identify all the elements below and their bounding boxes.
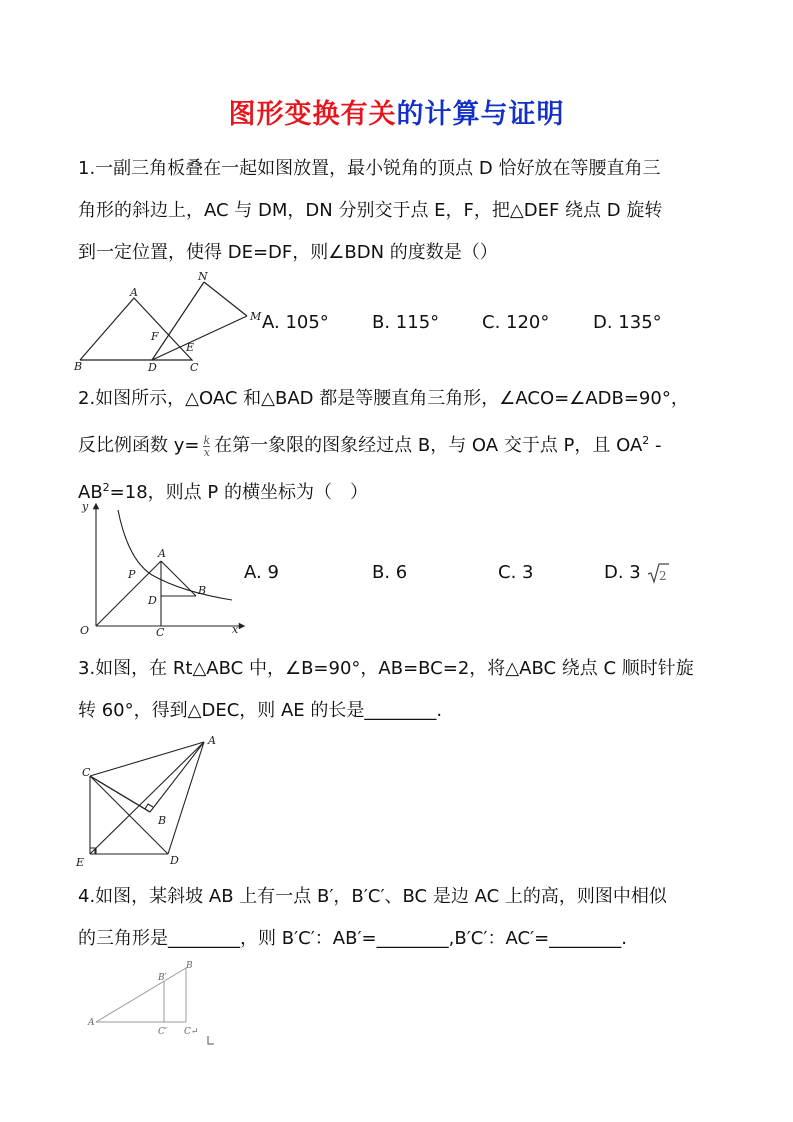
q1-line-3: 到一定位置，使得 DE=DF，则∠BDN 的度数是（） — [78, 242, 498, 263]
q2-line-2 — [78, 420, 728, 467]
q4-label-B-prime: B′ — [158, 973, 167, 983]
q2-option-c[interactable]: C. 3 — [498, 562, 534, 583]
q2-fraction-denominator: x — [203, 445, 210, 459]
q4-line-2: 的三角形是________，则 B′C′：AB′=________,B′C′：AC′=________. — [78, 928, 627, 949]
q1-option-c[interactable]: C. 120° — [482, 312, 550, 333]
q2-line-3-pre: AB — [78, 482, 103, 503]
q2-label-C: C — [156, 626, 165, 639]
q2-label-D: D — [148, 594, 157, 607]
q2-superscript-1: 2 — [642, 434, 650, 447]
q1-label-C: C — [190, 361, 199, 374]
q3-figure — [74, 732, 234, 872]
q4-label-C-prime: C′ — [158, 1027, 167, 1037]
q1-label-A: A — [130, 286, 138, 299]
q2-line-2-post: 在第一象限的图象经过点 B，与 OA 交于点 P，且 OA — [214, 435, 643, 456]
q1-line-1: 1.一副三角板叠在一起如图放置，最小锐角的顶点 D 恰好放在等腰直角三 — [78, 158, 661, 179]
question-4-text — [78, 876, 728, 960]
title-red-part: 图形变换有关 — [228, 99, 397, 130]
q1-label-F: F — [151, 330, 159, 343]
q4-line-1: 4.如图，某斜坡 AB 上有一点 B′，B′C′、BC 是边 AC 上的高，则图中相似 — [78, 886, 667, 907]
q2-line-2-pre: 反比例函数 y= — [78, 435, 200, 456]
q1-option-d[interactable]: D. 135° — [593, 312, 662, 333]
q1-label-N: N — [198, 270, 208, 283]
q3-label-B: B — [158, 814, 167, 827]
q1-label-D: D — [148, 361, 157, 374]
q2-option-d[interactable] — [604, 562, 669, 584]
q3-label-D: D — [170, 854, 179, 867]
q1-label-M: M — [250, 310, 262, 323]
q2-option-b[interactable]: B. 6 — [372, 562, 408, 583]
question-2-text — [78, 378, 728, 514]
q3-label-E: E — [76, 856, 85, 869]
q4-label-B: B — [186, 961, 193, 971]
q3-label-A: A — [208, 734, 216, 747]
q4-label-A: A — [88, 1018, 95, 1028]
q1-option-b[interactable]: B. 115° — [372, 312, 440, 333]
q1-label-E: E — [186, 341, 195, 354]
q2-figure — [72, 500, 252, 640]
q3-line-1: 3.如图，在 Rt△ABC 中，∠B=90°，AB=BC=2，将△ABC 绕点 C 顺时针旋 — [78, 658, 694, 679]
question-1-text — [78, 148, 728, 274]
q2-line-2-end: - — [649, 435, 662, 456]
q4-label-C: C↵ — [184, 1027, 199, 1037]
sqrt-icon — [647, 562, 669, 584]
q4-figure — [86, 958, 226, 1048]
q2-label-O: O — [80, 624, 90, 637]
q1-line-2: 角形的斜边上，AC 与 DM，DN 分别交于点 E，F，把△DEF 绕点 D 旋转 — [78, 200, 663, 221]
q2-sqrt-value: 2 — [658, 569, 667, 583]
q2-option-a[interactable]: A. 9 — [244, 562, 279, 583]
page-title — [0, 92, 793, 131]
q2-fraction — [203, 435, 210, 458]
q2-option-d-label: D. 3 — [604, 562, 641, 583]
q2-superscript-2: 2 — [102, 481, 110, 494]
q2-label-B: B — [198, 584, 207, 597]
q1-figure — [70, 270, 270, 380]
q2-line-1: 2.如图所示，△OAC 和△BAD 都是等腰直角三角形，∠ACO=∠ADB=90°， — [78, 388, 689, 409]
q2-label-x: x — [232, 623, 239, 636]
q3-label-C: C — [82, 766, 91, 779]
q2-fraction-numerator: k — [203, 433, 211, 447]
q2-label-y: y — [82, 500, 89, 513]
q2-line-3-post: =18，则点 P 的横坐标为（ ） — [109, 482, 368, 503]
q2-label-P: P — [128, 568, 136, 581]
title-blue-part: 的计算与证明 — [396, 99, 565, 130]
q2-label-A: A — [158, 547, 166, 560]
question-3-text — [78, 648, 728, 732]
q1-option-a[interactable]: A. 105° — [262, 312, 329, 333]
q1-label-B: B — [74, 360, 83, 373]
q3-line-2: 转 60°，得到△DEC，则 AE 的长是________. — [78, 700, 443, 721]
